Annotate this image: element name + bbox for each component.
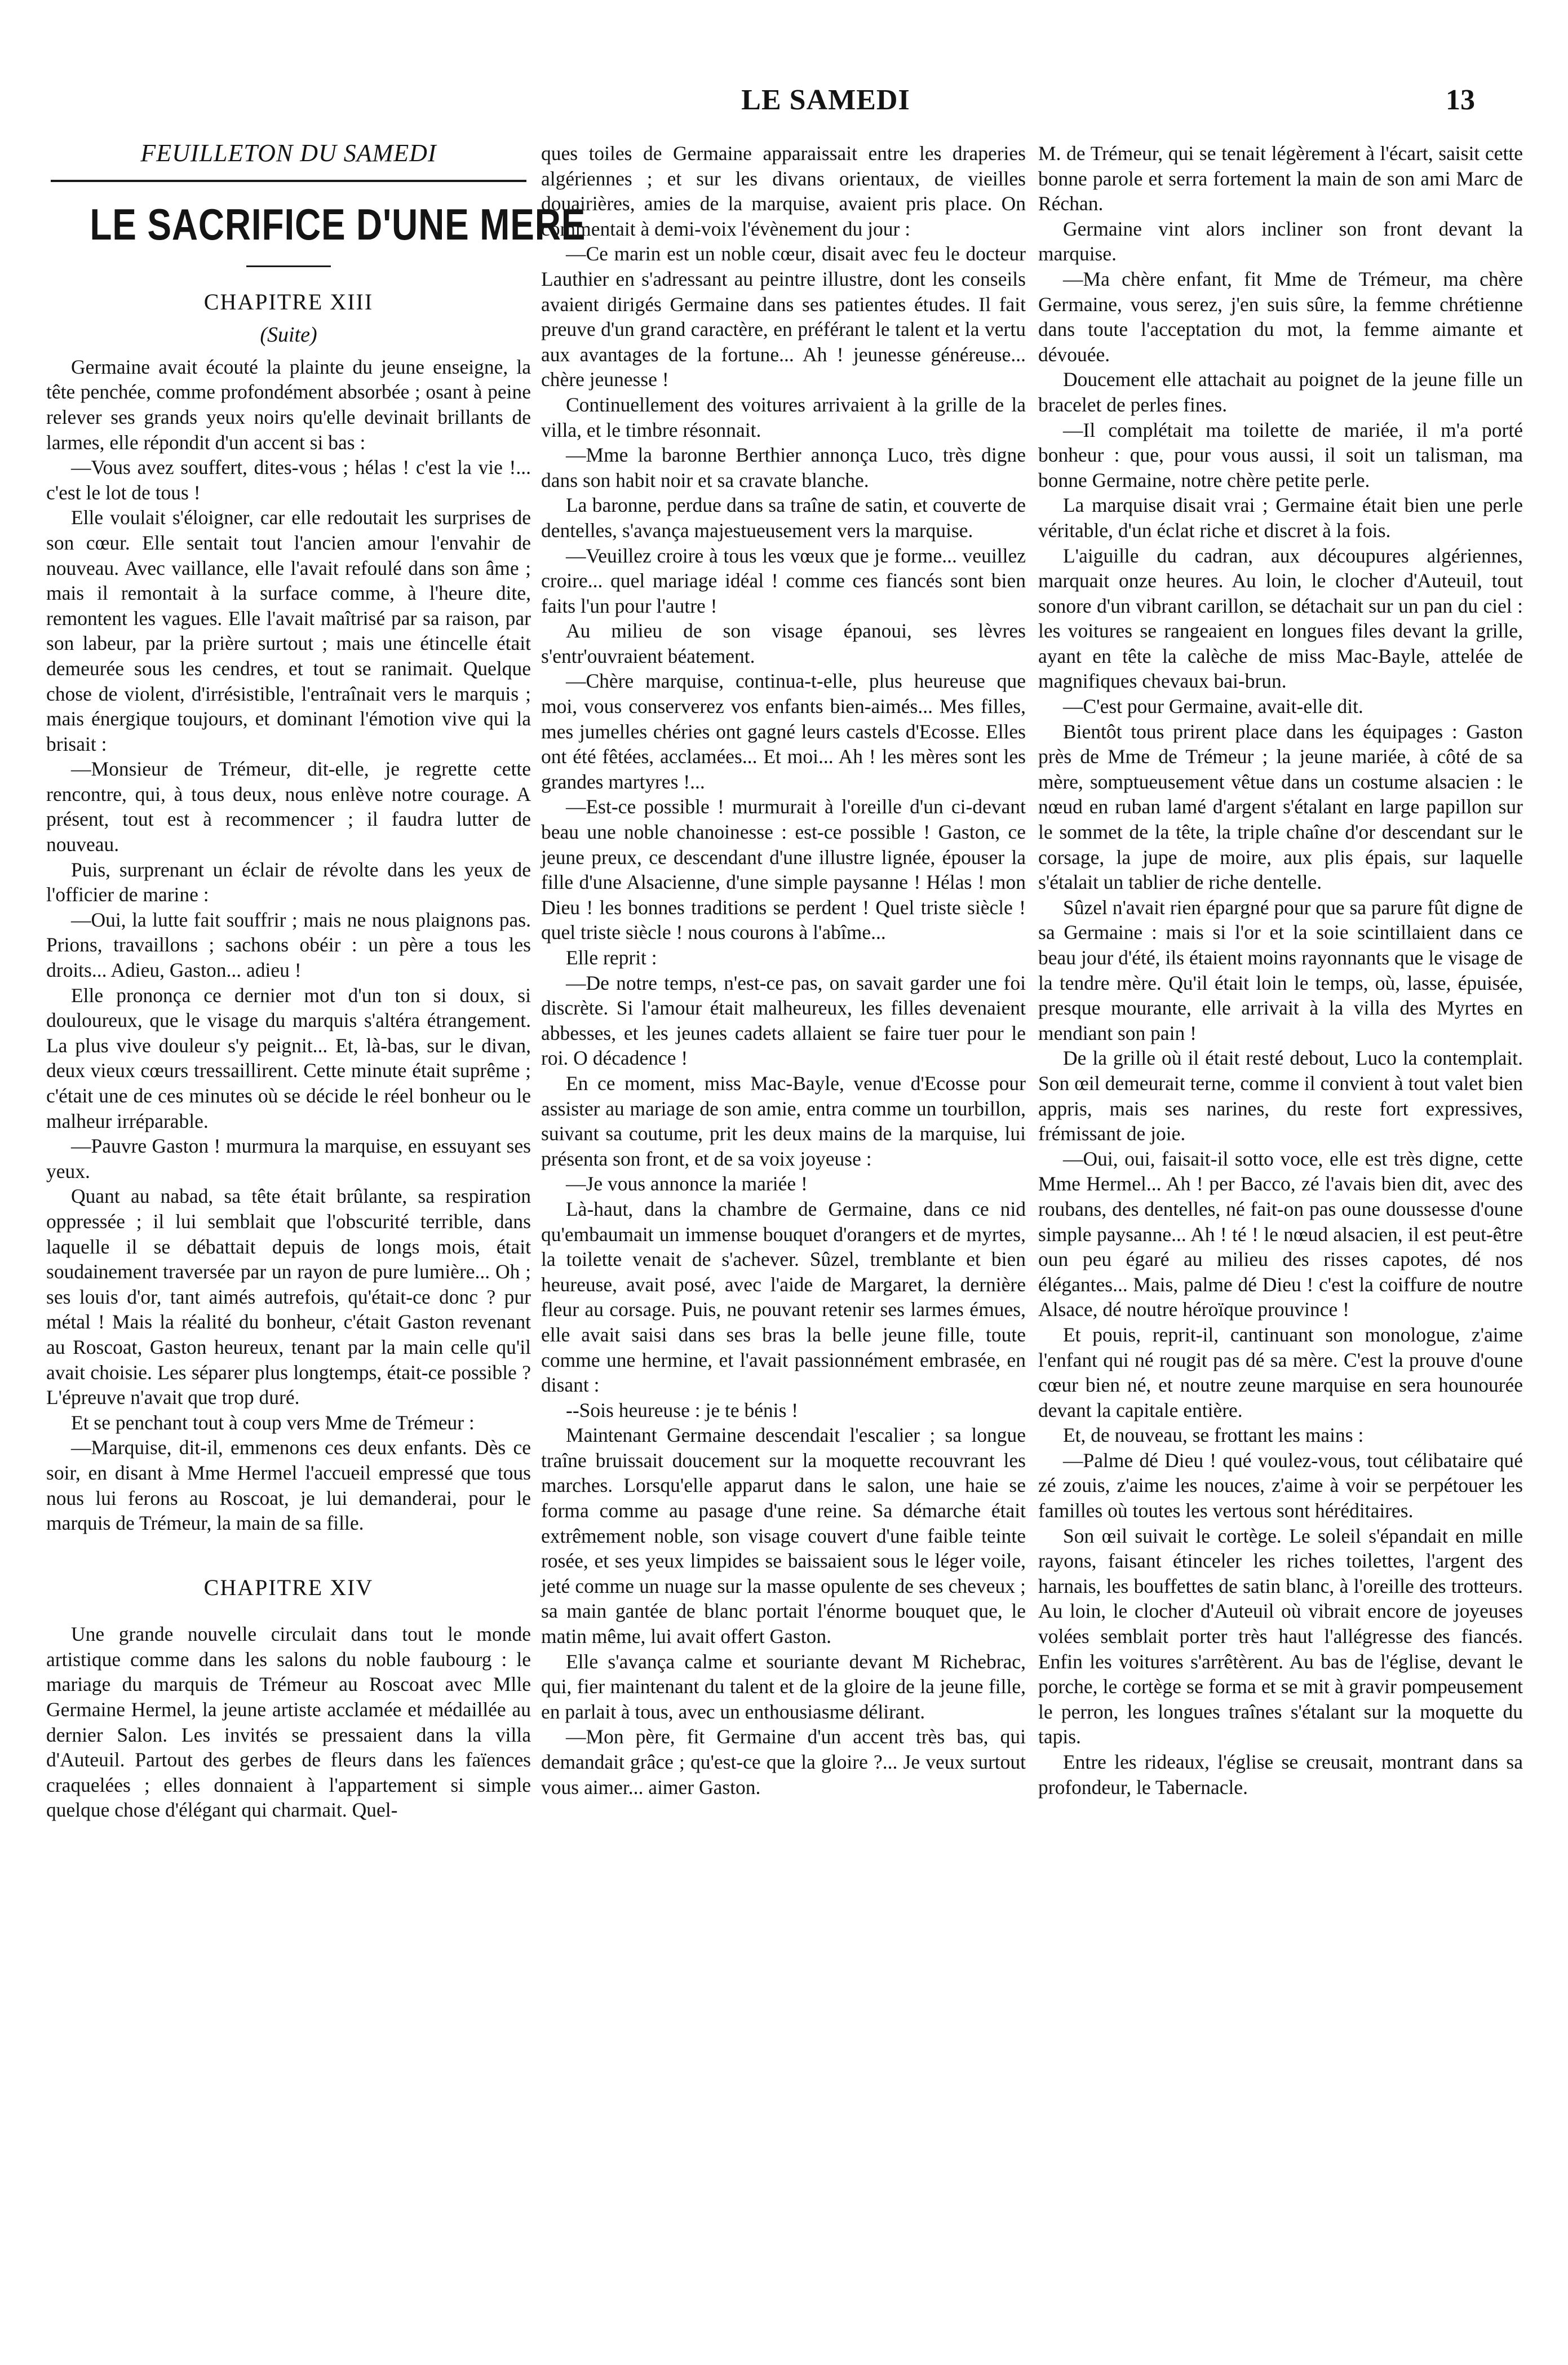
paragraph: De la grille où il était resté debout, Luco la contemplait. Son œil demeurait terne, comme il convient à tout valet bien appris, mais ses narines, du reste fort expressives, frémissant de joie. <box>1038 1047 1523 1145</box>
paragraph: —Ma chère enfant, fit Mme de Trémeur, ma chère Germaine, vous serez, j'en suis sûre, la femme chrétienne dans toute l'acceptation du mot, la femme aimante et dévouée. <box>1038 267 1523 366</box>
paragraph: Au milieu de son visage épanoui, ses lèvres s'entr'ouvraient béatement. <box>541 619 1026 667</box>
paragraph: Quant au nabad, sa tête était brûlante, sa respiration oppressée ; il lui semblait que l'obscurité terrible, dans laquelle il se débattait depuis de longs mois, était soudainement traversée par un rayon de pure lumière... Oh ; ses louis d'or, tant aimés autrefois, qu'était-ce donc ? pur métal ! Mais la réalité du bonheur, c'était Gaston revenant au Roscoat, Gaston heureux, tenant par la main celle qu'il avait choisie. Les séparer plus longtemps, était-ce possible ? L'épreuve n'avait que trop duré. <box>46 1185 531 1409</box>
paragraph: Continuellement des voitures arrivaient à la grille de la villa, et le timbre résonnait. <box>541 393 1026 441</box>
paragraph: —De notre temps, n'est-ce pas, on savait garder une foi discrète. Si l'amour était malheureux, les filles devenaient abbesses, et les jeunes cadets allaient se faire tuer pour le roi. O décadence ! <box>541 971 1026 1070</box>
paragraph: —Mon père, fit Germaine d'un accent très bas, qui demandait grâce ; qu'est-ce que la gloire ?... Je veux surtout vous aimer... aimer Gaston. <box>541 1725 1026 1799</box>
paragraph: —Pauvre Gaston ! murmura la marquise, en essuyant ses yeux. <box>46 1135 531 1182</box>
paragraph: Elle voulait s'éloigner, car elle redoutait les surprises de son cœur. Elle sentait tout l'ancien amour l'envahir de nouveau. Avec vaillance, elle l'avait refoulé dans son âme ; mais il remontait à la surface comme, à l'heure dite, remontent les vagues. Elle l'avait maîtrisé par sa raison, par son labeur, par la prière surtout ; mais une étincelle était demeurée sous les cendres, et tout se ranimait. Quelque chose de violent, d'irrésistible, l'entraînait vers le marquis ; mais énergique toujours, et dominant l'émotion vive qui la brisait : <box>46 506 531 755</box>
paragraph: Et se penchant tout à coup vers Mme de Trémeur : <box>71 1411 475 1434</box>
masthead: LE SAMEDI <box>741 84 910 116</box>
paragraph: Maintenant Germaine descendait l'escalier ; sa longue traîne bruissait doucement sur la moquette recouvrant les marches. Lorsqu'elle apparut dans le salon, une haie se forma comme au pasage d'une reine. Sa démarche était extrêmement noble, son visage couvert d'une faible teinte rosée, et ses yeux limpides se baissaient sous le léger voile, jeté comme un nuage sur la masse opulente de ses cheveux ; sa main gantée de blanc portait l'énorme bouquet que, le matin même, lui avait offert Gaston. <box>541 1424 1026 1648</box>
paragraph: —Oui, la lutte fait souffrir ; mais ne nous plaignons pas. Prions, travaillons ; sachons obéir : un père a tous les droits... Adieu, Gaston... adieu ! <box>46 908 531 982</box>
paragraph: —Veuillez croire à tous les vœux que je forme... veuillez croire... quel mariage idéal ! comme ces fiancés sont bien faits l'un pour l'autre ! <box>541 544 1026 617</box>
paragraph: Et, de nouveau, se frottant les mains : <box>1063 1424 1364 1447</box>
short-divider <box>246 265 331 267</box>
paragraph: Son œil suivait le cortège. Le soleil s'épandait en mille rayons, faisant étinceler les riches toilettes, l'argent des harnais, les bouffettes de satin blanc, à l'oreille des trotteurs. Au loin, le clocher d'Auteuil où vibrait encore de joyeuses volées semblait porter très haut l'allégresse des fiancés. Enfin les voitures s'arrêtèrent. Au bas de l'église, devant le porche, le cortège se forma et se mit à gravir pompeusement le perron, les longues traînes s'étalant sur la moquette du tapis. <box>1038 1524 1523 1748</box>
paragraph: Et pouis, reprit-il, cantinuant son monologue, z'aime l'enfant qui né rougit pas dé sa mère. C'est la prouve d'oune cœur bien né, et noutre zeune marquise en sera hounourée devant la capitale entière. <box>1038 1323 1523 1421</box>
paragraph: Une grande nouvelle circulait dans tout le monde artistique comme dans les salons du noble faubourg : le mariage du marquis de Trémeur au Roscoat avec Mlle Germaine Hermel, la jeune artiste acclamée et médaillée au dernier Salon. Les invités se pressaient dans la villa d'Auteuil. Partout des gerbes de fleurs dans les faïences craquelées ; elles donnaient à l'appartement si simple quelque chose d'élégant qui charmait. Quel- <box>46 1623 531 1822</box>
paragraph: L'aiguille du cadran, aux découpures algériennes, marquait onze heures. Au loin, le clocher d'Auteuil, tout sonore d'un vibrant carillon, se détachait sur un pan du ciel : les voitures se rangeaient en longues files devant la grille, ayant en tête la calèche de miss Mac-Bayle, attelée de magnifiques chevaux bai-brun. <box>1038 544 1523 693</box>
paragraph-continued: ques toiles de Germaine apparaissait entre les draperies algériennes ; et sur les divans orientaux, de vieilles douairières, amies de la marquise, avaient pris place. On commentait à demi-voix l'évènement du jour : <box>541 142 1026 240</box>
column-2 <box>541 141 1026 1800</box>
page-number: 13 <box>1446 84 1475 116</box>
paragraph: La marquise disait vrai ; Germaine était bien une perle véritable, d'un éclat riche et discret à la fois. <box>1038 494 1523 542</box>
paragraph: Germaine vint alors incliner son front devant la marquise. <box>1038 217 1523 265</box>
paragraph: La baronne, perdue dans sa traîne de satin, et couverte de dentelles, s'avança majestueusement vers la marquise. <box>541 494 1026 542</box>
paragraph: —Vous avez souffert, dites-vous ; hélas ! c'est la vie !... c'est le lot de tous ! <box>46 456 531 504</box>
paragraph: Là-haut, dans la chambre de Germaine, dans ce nid qu'embaumait un immense bouquet d'orangers et de myrtes, la toilette venait de s'achever. Sûzel, tremblante et bien heureuse, avait posé, avec l'aide de Margaret, la dernière fleur au corsage. Puis, ne pouvant retenir ses larmes émues, elle avait saisi dans ses bras la belle jeune fille, toute comme une hermine, et l'avait passionnément embrasée, en disant : <box>541 1197 1026 1397</box>
paragraph: Elle reprit : <box>566 946 657 969</box>
chapter-heading-2: CHAPITRE XIV <box>203 1574 374 1600</box>
story-title: LE SACRIFICE D'UNE MERE <box>90 199 586 249</box>
paragraph: —Est-ce possible ! murmurait à l'oreille d'un ci-devant beau une noble chanoinesse : est-ce possible ! Gaston, ce jeune preux, ce descendant d'une illustre lignée, épouser la fille d'une Alsacienne, d'une simple paysanne ! Hélas ! mon Dieu ! les bonnes traditions se perdent ! Quel triste siècle ! quel triste siècle ! nous courons à l'abîme... <box>541 795 1026 944</box>
chapter-suite: (Suite) <box>260 323 317 347</box>
paragraph: —Je vous annonce la mariée ! <box>566 1172 808 1195</box>
paragraph: Bientôt tous prirent place dans les équipages : Gaston près de Mme de Trémeur ; la jeune mariée, à côté de sa mère, somptueusement vêtue dans un costume alsacien : le nœud en ruban lamé d'argent s'étalant en large papillon sur le sommet de la tête, la triple chaîne d'or descendant sur le corsage, la jupe de moire, aux plis épais, sur laquelle s'étalait un tablier de riche dentelle. <box>1038 720 1523 894</box>
paragraph: —C'est pour Germaine, avait-elle dit. <box>1063 695 1363 718</box>
paragraph: —Monsieur de Trémeur, dit-elle, je regrette cette rencontre, qui, à tous deux, nous enlève notre courage. A présent, tout est à recommencer ; il faudra lutter de nouveau. <box>46 758 531 856</box>
running-header <box>0 83 1568 123</box>
paragraph: —Palme dé Dieu ! qué voulez-vous, tout célibataire qué zé zouis, z'aime les nouces, z'aime à voir se perpétouer les familles où toutes les vertous sont héréditaires. <box>1038 1449 1523 1522</box>
feuilleton-heading: FEUILLETON DU SAMEDI <box>140 139 437 167</box>
paragraph: —Mme la baronne Berthier annonça Luco, très digne dans son habit noir et sa cravate blanche. <box>541 444 1026 491</box>
paragraph: Sûzel n'avait rien épargné pour que sa parure fût digne de sa Germaine : mais si l'or et la soie scintillaient dans ce beau jour d'été, ils étaient moins rayonnants que le visage de la tendre mère. Qu'il était loin le temps, où, lasse, épuisée, presque mourante, elle arrivait à la villa des Myrtes en mendiant son pain ! <box>1038 896 1523 1044</box>
paragraph-continued: M. de Trémeur, qui se tenait légèrement à l'écart, saisit cette bonne parole et serra fortement la main de son ami Marc de Réchan. <box>1038 142 1523 215</box>
column-3 <box>1038 141 1523 1800</box>
column-1-paragraphs-a <box>46 355 531 1536</box>
paragraph: Germaine avait écouté la plainte du jeune enseigne, la tête penchée, comme profondément absorbée ; osant à peine relever ses grands yeux noirs qu'elle devinait brillants de larmes, elle répondit d'un accent si bas : <box>46 355 531 454</box>
title-rule <box>51 180 526 182</box>
paragraph: —Chère marquise, continua-t-elle, plus heureuse que moi, vous conserverez vos enfants bien-aimés... Mes filles, mes jumelles chéries ont gagné leurs castels d'Ecosse. Elles ont été fêtées, acclamées... Et moi... Ah ! les mères sont les grandes martyres !... <box>541 670 1026 793</box>
paragraph: Elle s'avança calme et souriante devant M Richebrac, qui, fier maintenant du talent et de la gloire de la jeune fille, en parlait à tous, avec un enthousiasme délirant. <box>541 1650 1026 1723</box>
column-1 <box>46 139 586 1823</box>
paragraph: --Sois heureuse : je te bénis ! <box>566 1398 799 1421</box>
column-1-paragraphs-b <box>46 1622 531 1823</box>
paragraph: En ce moment, miss Mac-Bayle, venue d'Ecosse pour assister au mariage de son amie, entra comme un tourbillon, suivant sa coutume, prit les deux mains de la marquise, lui présenta son front, et de sa voix joyeuse : <box>541 1071 1026 1170</box>
paragraph: —Marquise, dit-il, emmenons ces deux enfants. Dès ce soir, en disant à Mme Hermel l'accueil empressé que tous nous lui ferons au Roscoat, je lui demanderai, pour le marquis de Trémeur, la main de sa fille. <box>46 1436 531 1535</box>
paragraph: —Ce marin est un noble cœur, disait avec feu le docteur Lauthier en s'adressant au peintre illustre, dont les conseils avaient dirigés Germaine dans ses patientes études. Il fait preuve d'un grand caractère, en préférant le talent et la vertu aux avantages de la fortune... Ah ! jeunesse généreuse... chère jeunesse ! <box>541 242 1026 391</box>
column-2-paragraphs <box>541 241 1026 1800</box>
column-3-paragraphs <box>1038 216 1523 1800</box>
paragraph: Doucement elle attachait au poignet de la jeune fille un bracelet de perles fines. <box>1038 368 1523 416</box>
chapter-heading: CHAPITRE XIII <box>203 289 374 315</box>
paragraph: Entre les rideaux, l'église se creusait, montrant dans sa profondeur, le Tabernacle. <box>1038 1751 1523 1799</box>
paragraph: Elle prononça ce dernier mot d'un ton si doux, si douloureux, que le visage du marquis s'altéra étrangement. La plus vive douleur s'y peignit... Et, là-bas, sur le divan, deux vieux cœurs tressaillirent. Cette minute était suprême ; c'était une de ces minutes où se décide le réel bonheur ou le malheur irréparable. <box>46 984 531 1132</box>
paragraph: —Il complétait ma toilette de mariée, il m'a porté bonheur : que, pour vous aussi, il soit un talisman, ma bonne Germaine, notre chère petite perle. <box>1038 418 1523 491</box>
paragraph: Puis, surprenant un éclair de révolte dans les yeux de l'officier de marine : <box>46 858 531 906</box>
paragraph: —Oui, oui, faisait-il sotto voce, elle est très digne, cette Mme Hermel... Ah ! per Bacco, zé l'avais bien dit, avec des roubans, des dentelles, né fait-on pas oune doussesse d'oune simple paysanne... Ah ! té ! le nœud alsacien, il est peut-être oun peu égaré au milieu des risses capotes, dé nos élégantes... Mais, palme dé Dieu ! c'est la coiffure de noutre Alsace, dé noutre héroïque prouvince ! <box>1038 1147 1523 1321</box>
